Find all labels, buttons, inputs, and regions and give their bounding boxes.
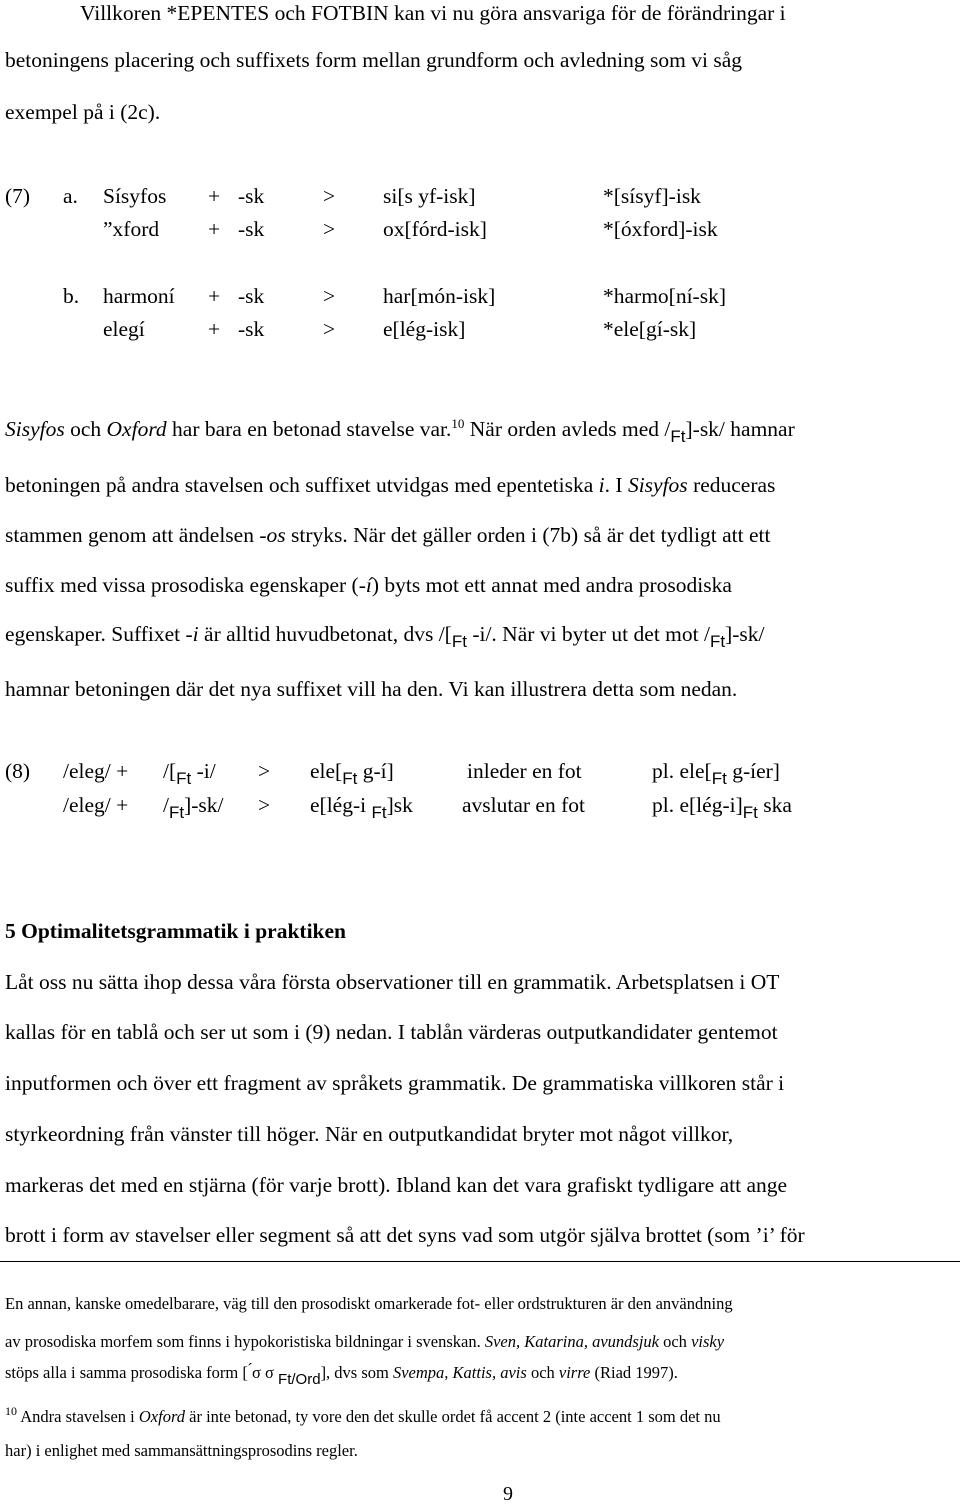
para1-line-2: betoningen på andra stavelsen och suffixet utvidgas med epentetiska i. I Sisyfos reduceras <box>5 473 776 497</box>
ex7-output: har[món-isk] <box>383 284 496 308</box>
ex7-starred: *harmo[ní-sk] <box>603 284 726 308</box>
ex7-starred: *[sísyf]-isk <box>603 184 701 208</box>
ex7-output: si[s yf-isk] <box>383 184 476 208</box>
ex8-comment: inleder en fot <box>467 759 582 783</box>
intro-line-2: betoningens placering och suffixets form mellan grundform och avledning som vi såg <box>5 48 743 72</box>
ex7-starred: *[óxford]-isk <box>603 217 718 241</box>
para1-line-3: stammen genom att ändelsen -os stryks. När det gäller orden i (7b) så är det tydligt att ett <box>5 523 771 547</box>
ex7-plus: + <box>208 217 221 241</box>
footnote-line: En annan, kanske omedelbarare, väg till den prosodiskt omarkerade fot- eller ordstrukturen är den användning <box>5 1294 733 1313</box>
footnote-line: stöps alla i samma prosodiska form [ ́σ σ $_{Ft/Ord}$], dvs som Svempa, Kattis, avis och virre (Riad 1997). <box>5 1363 678 1388</box>
section-heading: 5 Optimalitetsgrammatik i praktiken <box>5 919 346 943</box>
ex7-gt: > <box>323 217 336 241</box>
ex7-gt: > <box>323 317 336 341</box>
ex8-output: e[lég-i $_{Ft}$]sk <box>310 793 413 822</box>
section-line: brott i form av stavelser eller segment så att det syns vad som utgör själva brottet (som ’i’ för <box>5 1223 805 1247</box>
ex7-plus: + <box>208 184 221 208</box>
footnote-number: 10 <box>5 1404 17 1418</box>
footnote-separator <box>0 1261 960 1262</box>
section-line: inputformen och över ett fragment av språkets grammatik. De grammatiska villkoren står i <box>5 1071 785 1095</box>
section-line: markeras det med en stjärna (för varje brott). Ibland kan det vara grafiskt tydligare att ange <box>5 1173 788 1197</box>
ex7-output: ox[fórd-isk] <box>383 217 487 241</box>
footnote-line: av prosodiska morfem som finns i hypokoristiska bildningar i svenskan. Sven, Katarina, avundsjuk och visky <box>5 1332 725 1351</box>
ex8-suffix: $/[_{Ft}$ -i/ <box>163 759 216 788</box>
ex7-plus: + <box>208 284 221 308</box>
example-label-b: b. <box>63 284 80 308</box>
page-number: 9 <box>503 1483 513 1505</box>
ex7-gt: > <box>323 184 336 208</box>
ex8-gt: > <box>258 759 271 783</box>
footnote-ref-10[interactable]: 10 <box>451 416 465 431</box>
intro-line-1: Villkoren *EPENTES och FOTBIN kan vi nu göra ansvariga för de förändringar i <box>80 1 786 25</box>
ex7-suffix: -sk <box>238 317 265 341</box>
para1-line-4: suffix med vissa prosodiska egenskaper (-í) byts mot ett annat med andra prosodiska <box>5 573 732 597</box>
ex7-output: e[lég-isk] <box>383 317 466 341</box>
para1-line-6: hamnar betoningen där det nya suffixet vill ha den. Vi kan illustrera detta som nedan. <box>5 677 738 701</box>
ex7-gt: > <box>323 284 336 308</box>
ex8-gt: > <box>258 793 271 817</box>
ex7-suffix: -sk <box>238 284 265 308</box>
ex7-suffix: -sk <box>238 184 265 208</box>
ex8-output: $ele[_{Ft}$ g-í] <box>310 759 394 788</box>
ex8-plural: pl. $e[lég-i]_{Ft}$ ska <box>652 793 792 822</box>
ex7-starred: *ele[gí-sk] <box>603 317 697 341</box>
ex7-base: Sísyfos <box>103 184 167 208</box>
ex8-comment: avslutar en fot <box>462 793 585 817</box>
section-line: styrkeordning från vänster till höger. När en outputkandidat bryter mot något villkor, <box>5 1122 734 1146</box>
para1-line-1: Sisyfos och Oxford har bara en betonad stavelse var.$^{10}$ När orden avleds med $/_{Ft}]-sk/$ hamnar <box>5 416 795 446</box>
ex8-suffix: $/_{Ft}]-sk/$ <box>163 793 224 822</box>
para1-line-5: egenskaper. Suffixet -i är alltid huvudbetonat, dvs $/[_{Ft}$ -i/. När vi byter ut det mot $/_{Ft}]-sk/$ <box>5 622 765 651</box>
section-line: kallas för en tablå och ser ut som i (9) nedan. I tablån värderas outputkandidater gentemot <box>5 1020 778 1044</box>
ex7-suffix: -sk <box>238 217 265 241</box>
ex8-input: /eleg/ + <box>63 793 129 817</box>
intro-line-3: exempel på i (2c). <box>5 100 161 124</box>
section-line: Låt oss nu sätta ihop dessa våra första observationer till en grammatik. Arbetsplatsen i OT <box>5 970 780 994</box>
example-number: (7) <box>5 184 31 208</box>
example-label-a: a. <box>63 184 78 208</box>
footnote-line: har) i enlighet med sammansättningsprosodins regler. <box>5 1441 358 1460</box>
ex7-base: ”xford <box>103 217 160 241</box>
footnote-10: $^{10}$ Andra stavelsen i Oxford är inte betonad, ty vore den det skulle ordet få accent 2 (inte accent 1 som det nu <box>5 1404 721 1426</box>
ex7-base: harmoní <box>103 284 175 308</box>
ex8-input: /eleg/ + <box>63 759 129 783</box>
example-number: (8) <box>5 759 31 783</box>
ex8-plural: pl. $ele[_{Ft}$ g-íer] <box>652 759 780 788</box>
ex7-base: elegí <box>103 317 145 341</box>
ex7-plus: + <box>208 317 221 341</box>
